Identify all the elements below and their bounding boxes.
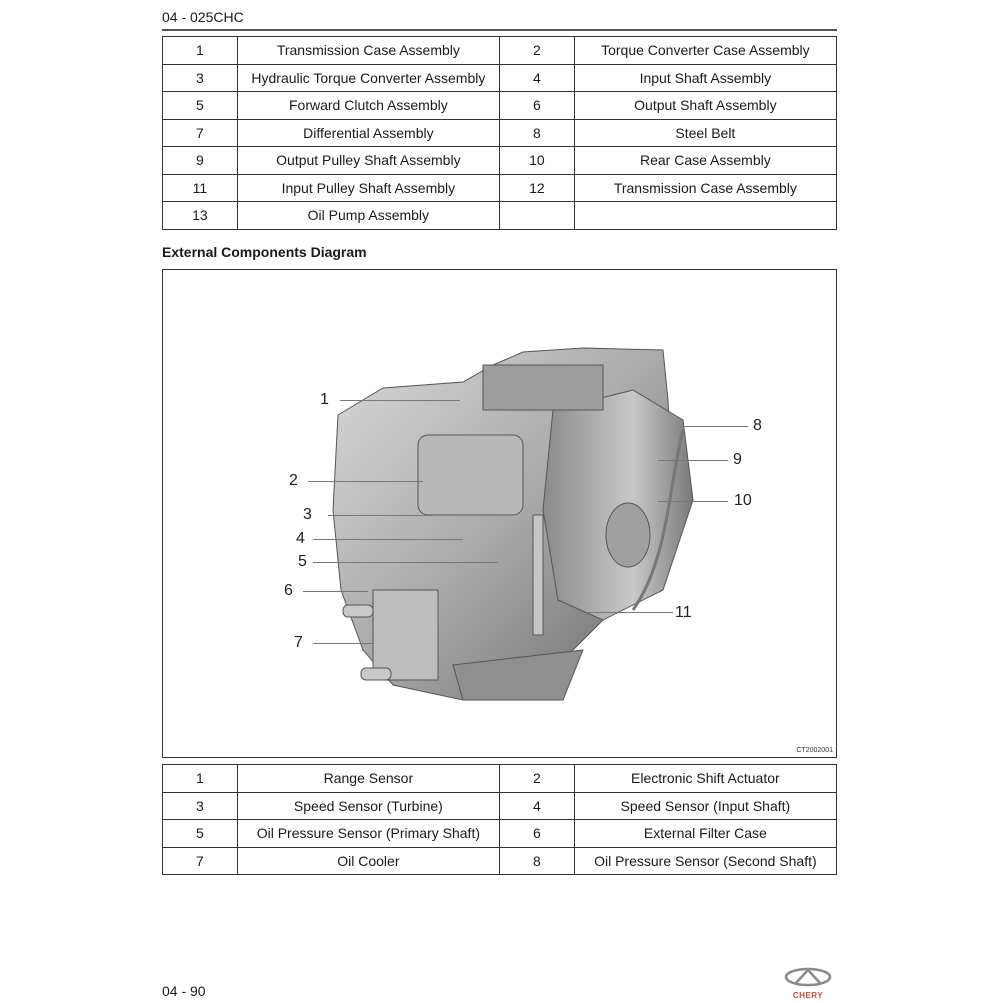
part-name: Oil Pressure Sensor (Second Shaft) — [574, 847, 836, 875]
leader-line-9 — [658, 460, 728, 461]
leader-line-3 — [328, 515, 433, 516]
part-number: 7 — [163, 847, 238, 875]
callout-2: 2 — [289, 472, 298, 489]
part-number: 1 — [163, 37, 238, 65]
part-name: Transmission Case Assembly — [237, 37, 499, 65]
table-row — [163, 820, 837, 848]
table-row — [163, 92, 837, 120]
table-row — [163, 64, 837, 92]
callout-1: 1 — [320, 391, 329, 408]
external-components-table — [162, 764, 837, 875]
leader-line-2 — [308, 481, 423, 482]
callout-3: 3 — [303, 506, 312, 523]
callout-5: 5 — [298, 553, 307, 570]
leader-line-7 — [313, 643, 373, 644]
figure-code: CT2002001 — [796, 747, 833, 754]
table-row — [163, 174, 837, 202]
section-code: 04 - 025CHC — [162, 9, 244, 25]
part-number — [499, 202, 574, 230]
part-name: Steel Belt — [574, 119, 836, 147]
part-name: Range Sensor — [237, 765, 499, 793]
part-number: 11 — [163, 174, 238, 202]
chery-emblem-icon — [782, 966, 834, 988]
part-name: Oil Cooler — [237, 847, 499, 875]
table-row — [163, 147, 837, 175]
part-number: 2 — [499, 37, 574, 65]
part-name: Input Pulley Shaft Assembly — [237, 174, 499, 202]
callout-6: 6 — [284, 582, 293, 599]
leader-line-11 — [588, 612, 673, 613]
part-name: Output Shaft Assembly — [574, 92, 836, 120]
leader-line-5 — [313, 562, 498, 563]
part-name: Oil Pressure Sensor (Primary Shaft) — [237, 820, 499, 848]
part-name: Torque Converter Case Assembly — [574, 37, 836, 65]
part-name: Speed Sensor (Input Shaft) — [574, 792, 836, 820]
part-name: Rear Case Assembly — [574, 147, 836, 175]
part-name: Oil Pump Assembly — [237, 202, 499, 230]
header-rule — [162, 29, 837, 31]
part-number: 10 — [499, 147, 574, 175]
transmission-illustration — [163, 270, 836, 757]
part-name: External Filter Case — [574, 820, 836, 848]
table-row — [163, 847, 837, 875]
part-number: 9 — [163, 147, 238, 175]
callout-8: 8 — [753, 417, 762, 434]
callout-7: 7 — [294, 634, 303, 651]
leader-line-1 — [340, 400, 460, 401]
internal-components-table — [162, 36, 837, 230]
callout-10: 10 — [734, 492, 752, 509]
part-number: 5 — [163, 92, 238, 120]
callout-9: 9 — [733, 451, 742, 468]
leader-line-6 — [303, 591, 368, 592]
external-components-diagram — [162, 269, 837, 758]
part-name: Forward Clutch Assembly — [237, 92, 499, 120]
part-number: 7 — [163, 119, 238, 147]
table-row — [163, 765, 837, 793]
part-number: 8 — [499, 119, 574, 147]
table-row — [163, 202, 837, 230]
table-row — [163, 119, 837, 147]
part-number: 8 — [499, 847, 574, 875]
part-number: 13 — [163, 202, 238, 230]
part-name: Input Shaft Assembly — [574, 64, 836, 92]
callout-11: 11 — [675, 604, 692, 621]
part-number: 4 — [499, 64, 574, 92]
part-number: 12 — [499, 174, 574, 202]
part-number: 3 — [163, 792, 238, 820]
part-number: 5 — [163, 820, 238, 848]
part-name: Electronic Shift Actuator — [574, 765, 836, 793]
page-number: 04 - 90 — [162, 983, 206, 999]
part-number: 1 — [163, 765, 238, 793]
chery-logo — [782, 966, 834, 1000]
part-number: 4 — [499, 792, 574, 820]
part-name: Differential Assembly — [237, 119, 499, 147]
part-number: 2 — [499, 765, 574, 793]
part-number: 6 — [499, 820, 574, 848]
part-number: 3 — [163, 64, 238, 92]
part-name: Transmission Case Assembly — [574, 174, 836, 202]
section-title: External Components Diagram — [162, 244, 367, 260]
leader-line-4 — [313, 539, 463, 540]
part-name — [574, 202, 836, 230]
part-name: Output Pulley Shaft Assembly — [237, 147, 499, 175]
table-row — [163, 37, 837, 65]
brand-name: CHERY — [792, 991, 824, 1000]
part-number: 6 — [499, 92, 574, 120]
leader-line-8 — [683, 426, 748, 427]
leader-line-10 — [658, 501, 728, 502]
callout-4: 4 — [296, 530, 305, 547]
part-name: Speed Sensor (Turbine) — [237, 792, 499, 820]
table-row — [163, 792, 837, 820]
part-name: Hydraulic Torque Converter Assembly — [237, 64, 499, 92]
